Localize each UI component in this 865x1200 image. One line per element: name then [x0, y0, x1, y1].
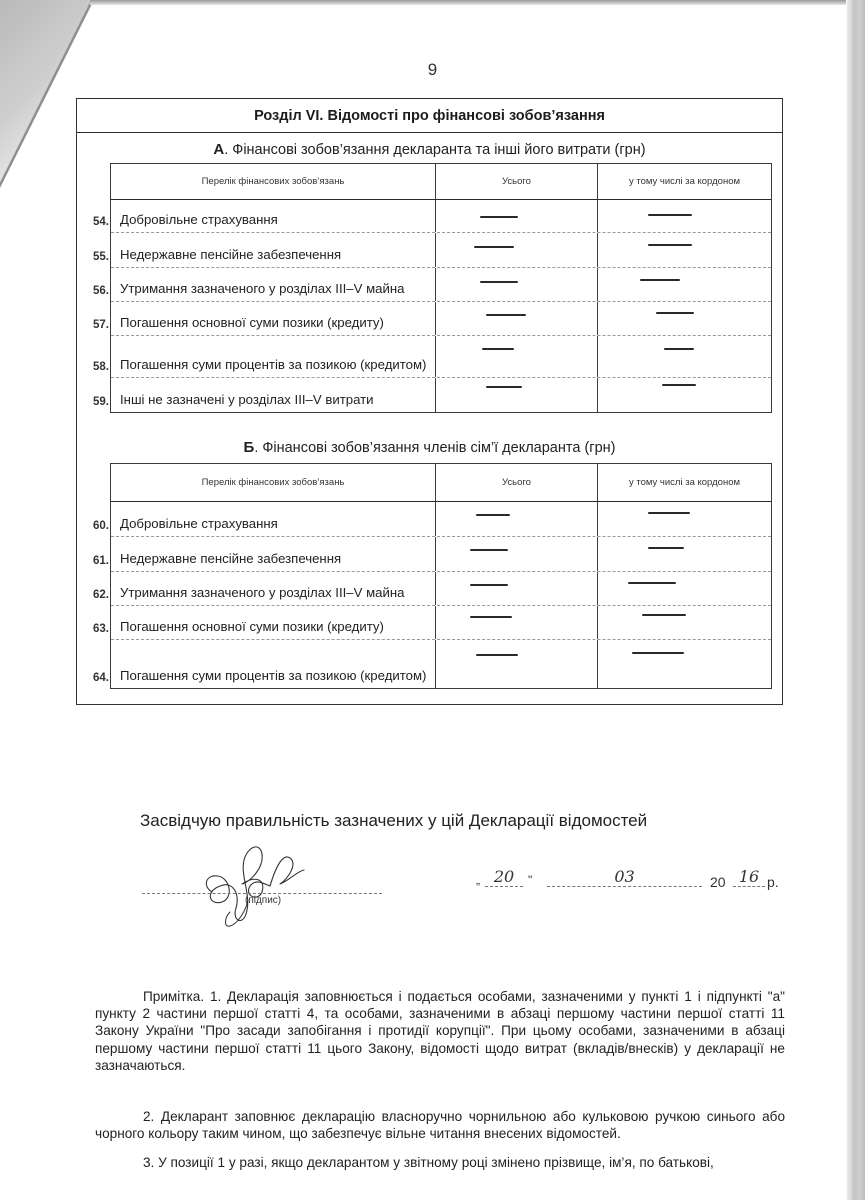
date-year-field[interactable]: 16	[733, 867, 765, 887]
date-close-quote: "	[528, 873, 533, 887]
total-cell[interactable]	[436, 640, 598, 688]
section-title: Розділ VI. Відомості про фінансові зобов’язання	[77, 99, 782, 133]
note-2	[95, 1108, 785, 1142]
row-number: 54.	[93, 216, 109, 228]
dash-mark	[662, 384, 696, 386]
row-label: Добровільне страхування	[111, 502, 436, 536]
row-number: 63.	[93, 623, 109, 635]
total-cell[interactable]	[436, 572, 598, 605]
dash-mark	[480, 281, 518, 283]
date-open-quote: „	[476, 873, 480, 887]
note-1	[95, 988, 785, 1074]
row-number: 56.	[93, 285, 109, 297]
dash-mark	[470, 616, 512, 618]
dash-mark	[628, 582, 676, 584]
col-header-total: Усього	[436, 164, 598, 199]
row-number: 61.	[93, 555, 109, 567]
row-label: Погашення основної суми позики (кредиту)	[111, 302, 436, 335]
table-row	[93, 502, 771, 537]
note-3	[95, 1154, 785, 1171]
row-label: Погашення суми процентів за позикою (кредитом)	[111, 640, 436, 688]
table-a-title-text: . Фінансові зобов’язання декларанта та інші його витрати (грн)	[224, 142, 646, 158]
note-2-text: 2. Декларант заповнює декларацію власноручно чорнильною або кульковою ручкою синього або чорного кольору таким чином, що забезпечує вільне читання внесених відомостей.	[95, 1109, 785, 1142]
table-a	[93, 163, 772, 413]
certification-statement: Засвідчую правильність зазначених у цій Декларації відомостей	[140, 811, 648, 830]
table-row	[93, 200, 771, 233]
section-frame	[76, 98, 783, 705]
abroad-cell[interactable]	[598, 336, 771, 377]
total-cell[interactable]	[436, 268, 598, 301]
table-row	[93, 572, 771, 606]
table-row	[93, 233, 771, 268]
signature-icon	[200, 840, 310, 930]
dash-mark	[656, 312, 694, 314]
row-number: 59.	[93, 396, 109, 408]
dash-mark	[480, 216, 518, 218]
dash-mark	[664, 348, 694, 350]
table-a-letter: А	[213, 141, 225, 158]
abroad-cell[interactable]	[598, 378, 771, 412]
total-cell[interactable]	[436, 200, 598, 232]
table-row	[93, 378, 771, 412]
col-header-total: Усього	[436, 464, 598, 501]
abroad-cell[interactable]	[598, 606, 771, 639]
date-month-field[interactable]: 03	[547, 867, 702, 887]
note-1-text: Примітка. 1. Декларація заповнюється і подається особами, зазначеними у пункті 1 і підпункті "а" пункту 2 частини першої статті 4, та особами, зазначеними в абзаці першому частини першої статті 11 Закону України "Про засади запобігання і протидії корупції". При цьому особами, зазначеними в абзаці першому частини першої статті 11 цього Закону, відомості щодо витрат (вкладів/внесків) у декларації не зазначаються.	[95, 989, 785, 1073]
row-label: Погашення основної суми позики (кредиту)	[111, 606, 436, 639]
signature-line[interactable]	[142, 893, 382, 894]
table-b-title-text: . Фінансові зобов’язання членів сім’ї декларанта (грн)	[254, 440, 616, 456]
dash-mark	[470, 584, 508, 586]
table-row	[93, 606, 771, 640]
dash-mark	[640, 279, 680, 281]
table-b-header	[111, 464, 771, 502]
table-b-title	[77, 439, 782, 456]
scan-right-edge	[849, 0, 865, 1200]
dash-mark	[482, 348, 514, 350]
dash-mark	[642, 614, 686, 616]
row-label: Добровільне страхування	[111, 200, 436, 232]
col-header-list: Перелік фінансових зобов’язань	[111, 164, 436, 199]
row-label: Недержавне пенсійне забезпечення	[111, 233, 436, 267]
abroad-cell[interactable]	[598, 302, 771, 335]
dash-mark	[648, 547, 684, 549]
row-number: 55.	[93, 251, 109, 263]
table-row	[93, 268, 771, 302]
abroad-cell[interactable]	[598, 233, 771, 267]
total-cell[interactable]	[436, 233, 598, 267]
dash-mark	[474, 246, 514, 248]
abroad-cell[interactable]	[598, 200, 771, 232]
total-cell[interactable]	[436, 606, 598, 639]
table-row	[93, 537, 771, 572]
dash-mark	[476, 514, 510, 516]
dash-mark	[486, 314, 526, 316]
row-number: 58.	[93, 361, 109, 373]
total-cell[interactable]	[436, 378, 598, 412]
dash-mark	[648, 244, 692, 246]
abroad-cell[interactable]	[598, 537, 771, 571]
date-suffix: р.	[767, 874, 779, 890]
dash-mark	[648, 214, 692, 216]
row-label: Недержавне пенсійне забезпечення	[111, 537, 436, 571]
table-row	[93, 640, 771, 688]
total-cell[interactable]	[436, 502, 598, 536]
scan-top-edge	[90, 0, 865, 5]
row-number: 64.	[93, 672, 109, 684]
total-cell[interactable]	[436, 302, 598, 335]
table-a-title	[77, 141, 782, 158]
table-b	[93, 463, 772, 689]
total-cell[interactable]	[436, 336, 598, 377]
dash-mark	[476, 654, 518, 656]
row-label: Інші не зазначені у розділах III–V витрати	[111, 378, 436, 412]
table-row	[93, 336, 771, 378]
col-header-abroad: у тому числі за кордоном	[628, 477, 741, 488]
abroad-cell[interactable]	[598, 502, 771, 536]
dash-mark	[470, 549, 508, 551]
col-header-abroad: у тому числі за кордоном	[628, 176, 741, 187]
row-label: Погашення суми процентів за позикою (кредитом)	[111, 336, 436, 377]
date-year-prefix: 20	[710, 874, 726, 890]
date-day-field[interactable]: 20	[485, 867, 523, 887]
row-number: 60.	[93, 520, 109, 532]
table-a-header	[111, 164, 771, 200]
table-row	[93, 302, 771, 336]
row-label: Утримання зазначеного у розділах III–V майна	[111, 572, 436, 605]
abroad-cell[interactable]	[598, 572, 771, 605]
dash-mark	[648, 512, 690, 514]
page-number: 9	[427, 60, 438, 79]
row-number: 62.	[93, 589, 109, 601]
signature-caption: (підпис)	[245, 895, 282, 906]
dash-mark	[632, 652, 684, 654]
abroad-cell[interactable]	[598, 640, 771, 688]
abroad-cell[interactable]	[598, 268, 771, 301]
dash-mark	[486, 386, 522, 388]
total-cell[interactable]	[436, 537, 598, 571]
row-label: Утримання зазначеного у розділах III–V майна	[111, 268, 436, 301]
col-header-list: Перелік фінансових зобов’язань	[111, 464, 436, 501]
row-number: 57.	[93, 319, 109, 331]
table-b-letter: Б	[243, 439, 255, 456]
note-3-text: 3. У позиції 1 у разі, якщо декларантом у звітному році змінено прізвище, ім’я, по батькові,	[143, 1155, 714, 1170]
